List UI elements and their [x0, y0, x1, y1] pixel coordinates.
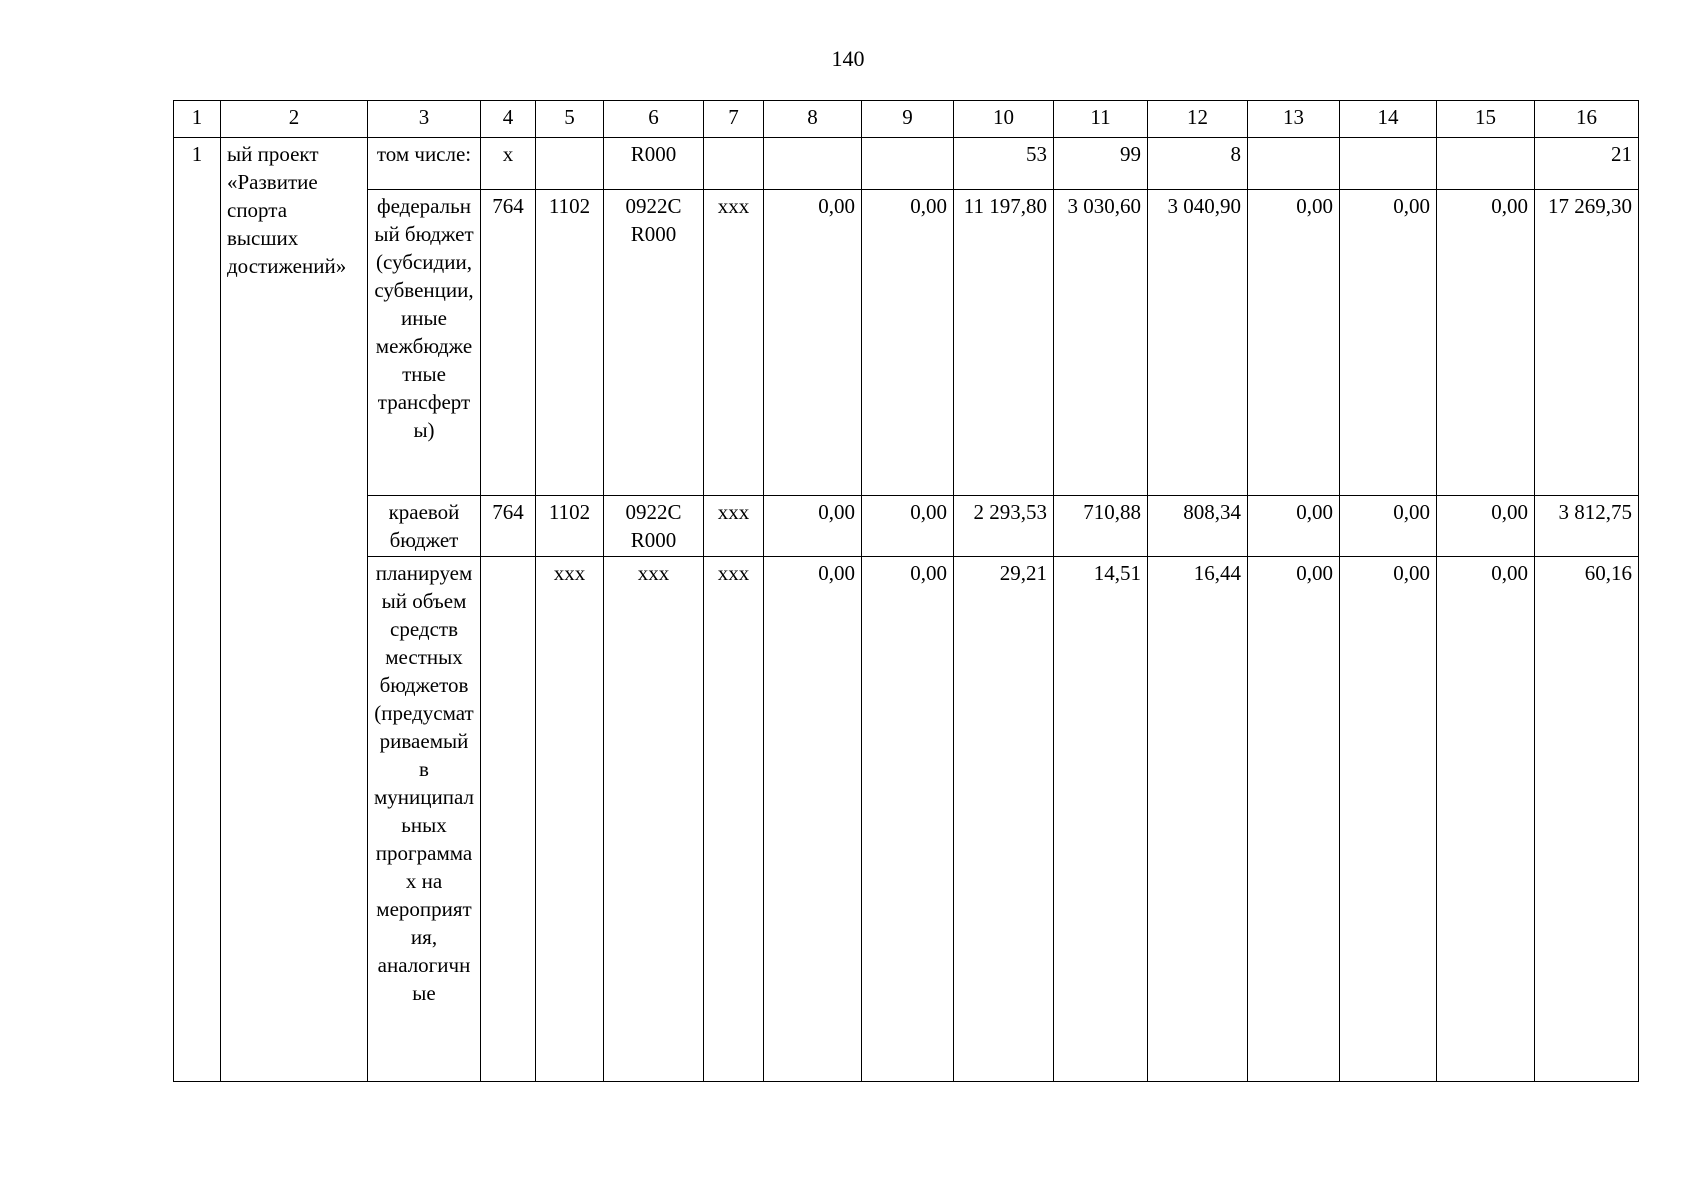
- column-number-row: [174, 101, 1639, 138]
- row-name: федеральный бюджет (субсидии, субвенции, иные межбюджетные трансферты): [368, 190, 481, 496]
- cell-col7: [704, 138, 764, 190]
- row-number: 1: [174, 138, 221, 1082]
- cell-col11: 14,51: [1054, 557, 1148, 1082]
- column-header: 8: [764, 101, 862, 138]
- cell-col11: 710,88: [1054, 496, 1148, 557]
- cell-col13: 0,00: [1248, 557, 1340, 1082]
- table-row: [174, 138, 1639, 190]
- cell-col9: [862, 138, 954, 190]
- cell-col16: 21: [1535, 138, 1639, 190]
- cell-col8: 0,00: [764, 557, 862, 1082]
- cell-col5: 1102: [536, 496, 604, 557]
- column-header: 10: [954, 101, 1054, 138]
- column-header: 11: [1054, 101, 1148, 138]
- cell-col15: 0,00: [1437, 496, 1535, 557]
- cell-col6: ххх: [604, 557, 704, 1082]
- column-header: 6: [604, 101, 704, 138]
- cell-col10: 2 293,53: [954, 496, 1054, 557]
- cell-col9: 0,00: [862, 557, 954, 1082]
- table-row: [174, 496, 1639, 557]
- table-row: [174, 557, 1639, 1082]
- cell-col14: [1340, 138, 1437, 190]
- column-header: 13: [1248, 101, 1340, 138]
- cell-col4: 764: [481, 496, 536, 557]
- cell-col5: ххх: [536, 557, 604, 1082]
- cell-col5: [536, 138, 604, 190]
- cell-col16: 60,16: [1535, 557, 1639, 1082]
- cell-col6: R000: [604, 138, 704, 190]
- cell-col13: [1248, 138, 1340, 190]
- cell-col15: 0,00: [1437, 557, 1535, 1082]
- cell-col7: ххх: [704, 557, 764, 1082]
- cell-col16: 3 812,75: [1535, 496, 1639, 557]
- cell-col10: 29,21: [954, 557, 1054, 1082]
- project-name: ый проект «Развитие спорта высших достижений»: [221, 138, 368, 1082]
- cell-col16: 17 269,30: [1535, 190, 1639, 496]
- column-header: 9: [862, 101, 954, 138]
- cell-col7: ххх: [704, 190, 764, 496]
- cell-col12: 8: [1148, 138, 1248, 190]
- cell-col15: 0,00: [1437, 190, 1535, 496]
- column-header: 4: [481, 101, 536, 138]
- page-number: 140: [831, 46, 865, 71]
- cell-col8: 0,00: [764, 190, 862, 496]
- cell-col12: 808,34: [1148, 496, 1248, 557]
- cell-col15: [1437, 138, 1535, 190]
- cell-col14: 0,00: [1340, 496, 1437, 557]
- cell-col8: 0,00: [764, 496, 862, 557]
- column-header: 5: [536, 101, 604, 138]
- cell-col12: 16,44: [1148, 557, 1248, 1082]
- cell-col6: 0922С R000: [604, 496, 704, 557]
- row-name: краевой бюджет: [368, 496, 481, 557]
- cell-col4: х: [481, 138, 536, 190]
- cell-col10: 53: [954, 138, 1054, 190]
- column-header: 1: [174, 101, 221, 138]
- column-header: 2: [221, 101, 368, 138]
- cell-col7: ххх: [704, 496, 764, 557]
- cell-col14: 0,00: [1340, 190, 1437, 496]
- column-header: 3: [368, 101, 481, 138]
- column-header: 12: [1148, 101, 1248, 138]
- cell-col4: 764: [481, 190, 536, 496]
- cell-col9: 0,00: [862, 496, 954, 557]
- cell-col10: 11 197,80: [954, 190, 1054, 496]
- cell-col8: [764, 138, 862, 190]
- column-header: 14: [1340, 101, 1437, 138]
- cell-col14: 0,00: [1340, 557, 1437, 1082]
- cell-col4: [481, 557, 536, 1082]
- cell-col13: 0,00: [1248, 496, 1340, 557]
- cell-col12: 3 040,90: [1148, 190, 1248, 496]
- cell-col11: 3 030,60: [1054, 190, 1148, 496]
- cell-col9: 0,00: [862, 190, 954, 496]
- table-row: [174, 190, 1639, 496]
- row-name: планируемый объем средств местных бюджетов (предусматриваемый в муниципальных программах на мероприятия, аналогичные: [368, 557, 481, 1082]
- row-name: том числе:: [368, 138, 481, 190]
- budget-table: [173, 100, 1639, 1082]
- column-header: 15: [1437, 101, 1535, 138]
- cell-col13: 0,00: [1248, 190, 1340, 496]
- cell-col5: 1102: [536, 190, 604, 496]
- column-header: 7: [704, 101, 764, 138]
- column-header: 16: [1535, 101, 1639, 138]
- cell-col6: 0922С R000: [604, 190, 704, 496]
- cell-col11: 99: [1054, 138, 1148, 190]
